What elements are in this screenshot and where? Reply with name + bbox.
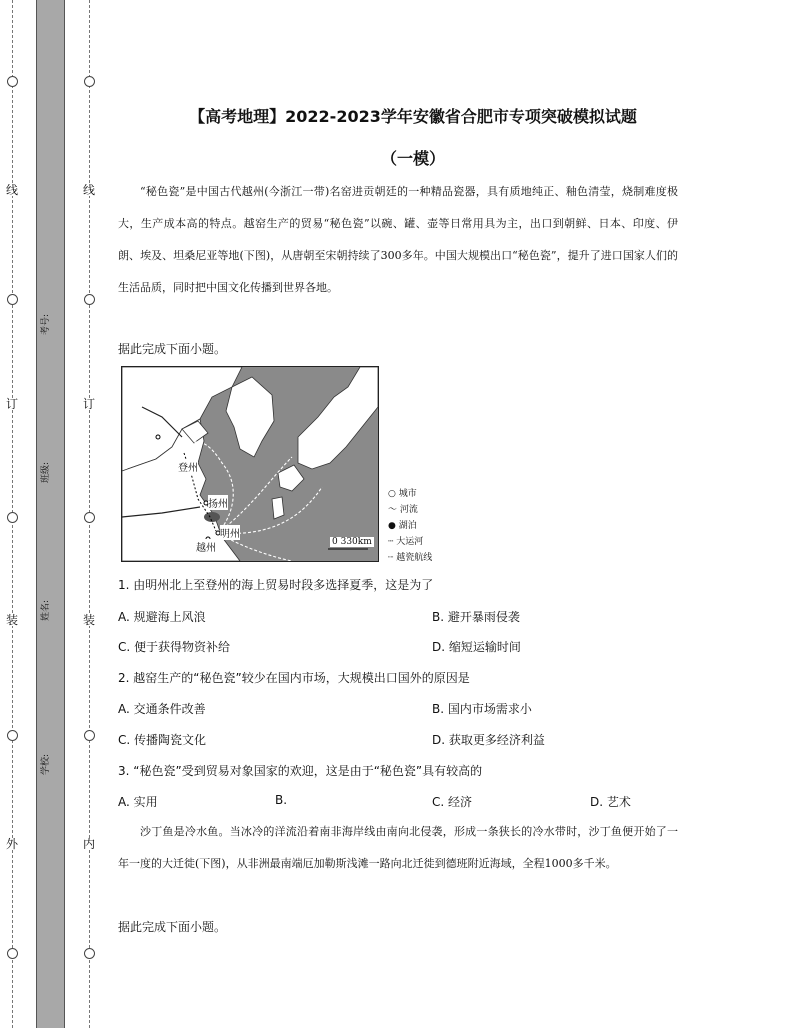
q2-option-b: B. 国内市场需求小 bbox=[432, 702, 532, 716]
question-1-stem: 1. 由明州北上至登州的海上贸易时段多选择夏季，这是为了 bbox=[118, 578, 434, 592]
legend-dot-icon: ○ bbox=[388, 489, 396, 499]
margin-char-nei: 内 bbox=[82, 837, 95, 851]
field-label-name: 姓名: bbox=[41, 599, 52, 622]
binding-hole bbox=[84, 512, 95, 523]
q2-option-a: A. 交通条件改善 bbox=[118, 702, 206, 716]
map-scale-label: 0 330km bbox=[332, 537, 372, 547]
legend-river-icon: 〜 bbox=[388, 505, 398, 515]
legend-river: 〜 河流 bbox=[388, 505, 418, 515]
q2-option-c: C. 传播陶瓷文化 bbox=[118, 733, 207, 747]
q2-option-d: D. 获取更多经济利益 bbox=[432, 733, 545, 747]
legend-lake: ● 湖泊 bbox=[388, 521, 417, 531]
legend-route: ┈ 越瓷航线 bbox=[388, 553, 433, 563]
page-title: 【高考地理】2022-2023学年安徽省合肥市专项突破模拟试题 bbox=[189, 107, 637, 126]
map-label-mingzhou: 明州 bbox=[220, 525, 240, 540]
question-2-stem: 2. 越窑生产的“秘色瓷”较少在国内市场，大规模出口国外的原因是 bbox=[118, 671, 470, 685]
binding-line-right bbox=[64, 0, 65, 1028]
map-label-yuezhou: 越州 bbox=[196, 539, 216, 554]
question-3-stem: 3. “秘色瓷”受到贸易对象国家的欢迎，这是由于“秘色瓷”具有较高的 bbox=[118, 764, 483, 778]
margin-char-xian-inner: 线 bbox=[82, 183, 95, 197]
trade-route-map bbox=[121, 366, 379, 562]
field-label-exam-number: 考号: bbox=[41, 313, 52, 336]
binding-hole bbox=[84, 76, 95, 87]
land-island bbox=[272, 497, 284, 519]
binding-hole bbox=[7, 294, 18, 305]
binding-line-left bbox=[36, 0, 37, 1028]
margin-char-wai: 外 bbox=[5, 837, 18, 851]
map-label-yangzhou: 扬州 bbox=[208, 495, 228, 510]
binding-strip bbox=[36, 0, 64, 1028]
binding-hole bbox=[84, 294, 95, 305]
q3-option-a: A. 实用 bbox=[118, 795, 158, 809]
binding-hole bbox=[7, 76, 18, 87]
legend-lake-icon: ● bbox=[388, 521, 396, 531]
q3-option-b: B. bbox=[275, 793, 288, 807]
q1-option-d: D. 缩短运输时间 bbox=[432, 640, 521, 654]
instruction-2: 据此完成下面小题。 bbox=[118, 920, 227, 934]
margin-char-ding-inner: 订 bbox=[82, 397, 95, 411]
passage-celadon: “秘色瓷”是中国古代越州(今浙江一带)名窑进贡朝廷的一种精品瓷器，具有质地纯正、釉色清莹，烧制难度极大，生产成本高的特点。越窑生产的贸易“秘色瓷”以碗、罐、壶等日常用具为主，出口到朝鲜、日本、印度、伊朗、埃及、坦桑尼亚等地(下图)，从唐朝至宋朝持续了300多年。中国大规模出口“秘色瓷”，提升了进口国家人们的生活品质，同时把中国文化传播到世界各地。 bbox=[118, 185, 678, 294]
binding-hole bbox=[7, 730, 18, 741]
q1-option-b: B. 避开暴雨侵袭 bbox=[432, 610, 520, 624]
passage-sardine: 沙丁鱼是冷水鱼。当冰冷的洋流沿着南非海岸线由南向北侵袭，形成一条狭长的冷水带时，沙丁鱼便开始了一年一度的大迁徙(下图)，从非洲最南端厄加勒斯浅滩一路向北迁徙到德班附近海域，全程1000多千米。 bbox=[118, 825, 678, 870]
legend-canal: ┄ 大运河 bbox=[388, 537, 424, 547]
legend-canal-icon: ┄ bbox=[388, 537, 394, 547]
q3-option-c: C. 经济 bbox=[432, 795, 473, 809]
binding-hole bbox=[7, 512, 18, 523]
field-label-school: 学校: bbox=[41, 753, 52, 776]
margin-char-ding: 订 bbox=[5, 397, 18, 411]
q3-option-d: D. 艺术 bbox=[590, 795, 631, 809]
margin-char-xian: 线 bbox=[5, 183, 18, 197]
binding-hole bbox=[7, 948, 18, 959]
legend-route-icon: ┈ bbox=[388, 553, 394, 563]
map-drawing bbox=[122, 367, 378, 561]
binding-hole bbox=[84, 730, 95, 741]
map-city-dot bbox=[156, 435, 160, 439]
field-label-class: 班级: bbox=[41, 461, 52, 484]
margin-char-zhuang-inner: 装 bbox=[82, 613, 95, 627]
q1-option-a: A. 规避海上风浪 bbox=[118, 610, 206, 624]
instruction-1: 据此完成下面小题。 bbox=[118, 342, 227, 356]
map-label-dengzhou: 登州 bbox=[178, 459, 198, 474]
page-subtitle: （一模） bbox=[380, 149, 445, 168]
margin-char-zhuang: 装 bbox=[5, 613, 18, 627]
binding-hole bbox=[84, 948, 95, 959]
legend-city: ○ 城市 bbox=[388, 489, 417, 499]
q1-option-c: C. 便于获得物资补给 bbox=[118, 640, 231, 654]
